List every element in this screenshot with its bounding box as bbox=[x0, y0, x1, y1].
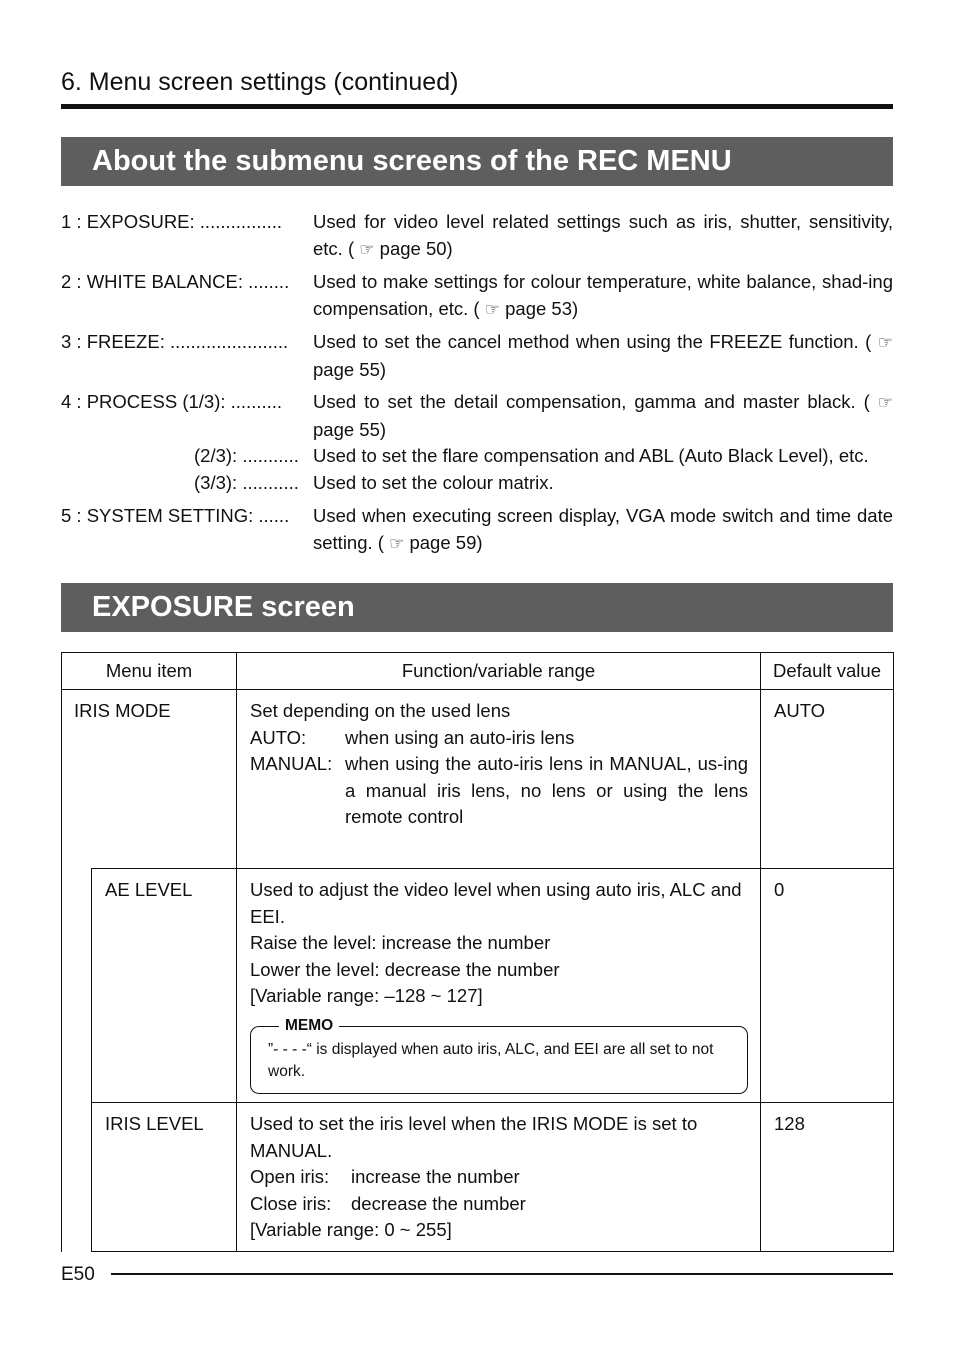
table-row bbox=[62, 869, 894, 1103]
entry-label: (2/3): ........... bbox=[194, 445, 299, 466]
default-ae-level: 0 bbox=[761, 869, 894, 1103]
entry-desc: Used when executing screen display, VGA mode switch and time date setting. ( ☞ page 59) bbox=[313, 505, 893, 553]
entry-desc: Used to set the detail compensation, gamma and master black. ( ☞ page 55) bbox=[313, 391, 893, 440]
rec-entry-white-balance bbox=[61, 269, 893, 323]
pointing-hand-icon: ☞ bbox=[877, 393, 893, 412]
exposure-heading: EXPOSURE screen bbox=[61, 583, 893, 632]
table-header-row bbox=[62, 653, 894, 690]
menu-item-ae-level: AE LEVEL bbox=[92, 869, 237, 1103]
entry-label: 4 : PROCESS (1/3): .......... bbox=[61, 391, 283, 412]
footer-rule bbox=[111, 1273, 893, 1275]
default-iris-mode: AUTO bbox=[761, 690, 894, 869]
rec-menu-heading: About the submenu screens of the REC MENU bbox=[61, 137, 893, 186]
entry-desc: Used to set the flare compensation and ABL (Auto Black Level), etc. bbox=[313, 445, 869, 466]
col-header-function: Function/variable range bbox=[237, 653, 761, 690]
table-row bbox=[62, 690, 894, 869]
entry-label: 2 : WHITE BALANCE: ........ bbox=[61, 271, 290, 292]
function-ae-level: Used to adjust the video level when using auto iris, ALC and EEI. Raise the level: increase the number Lower the level: decrease the number [Variable range: –128 ~ 127] MEMO ”- - - -“ is displayed when auto iris, ALC, and EEI are all set to not work. bbox=[237, 869, 761, 1103]
entry-desc: Used to make settings for colour temperature, white balance, shad-ing compensation, etc. ( ☞ page 53) bbox=[313, 271, 893, 319]
rec-entry-process-1 bbox=[61, 389, 893, 443]
col-header-default: Default value bbox=[761, 653, 894, 690]
pointing-hand-icon: ☞ bbox=[389, 533, 405, 553]
rec-entry-freeze bbox=[61, 329, 893, 383]
function-iris-mode: Set depending on the used lens AUTO: when using an auto-iris lens MANUAL: when using the auto-iris lens in MANUAL, us-ing a manual iris lens, no lens or using the lens remote control bbox=[237, 690, 761, 869]
col-header-menu-item: Menu item bbox=[62, 653, 237, 690]
header-rule bbox=[61, 104, 893, 109]
entry-label: (3/3): ........... bbox=[194, 472, 299, 493]
entry-label: 1 : EXPOSURE: ................ bbox=[61, 211, 283, 232]
memo-text: ”- - - -“ is displayed when auto iris, ALC, and EEI are all set to not work. bbox=[268, 1040, 714, 1080]
exposure-table bbox=[61, 652, 894, 1252]
function-iris-level: Used to set the iris level when the IRIS MODE is set to MANUAL. Open iris: increase the number Close iris: decrease the number [Variable range: 0 ~ 255] bbox=[237, 1103, 761, 1252]
entry-desc: Used for video level related settings such as iris, shutter, sensitivity, etc. ( ☞ page 50) bbox=[313, 211, 893, 259]
indent-spacer bbox=[62, 1103, 92, 1252]
menu-item-iris-mode: IRIS MODE bbox=[62, 690, 237, 869]
rec-entry-exposure bbox=[61, 209, 893, 263]
rec-entry-process-3 bbox=[61, 470, 893, 497]
pointing-hand-icon: ☞ bbox=[484, 299, 500, 319]
entry-label: 5 : SYSTEM SETTING: ...... bbox=[61, 505, 290, 526]
indent-spacer bbox=[62, 869, 92, 1103]
page-section-title: 6. Menu screen settings (continued) bbox=[61, 68, 459, 96]
rec-entry-system-setting bbox=[61, 503, 893, 557]
table-row bbox=[62, 1103, 894, 1252]
memo-title: MEMO bbox=[279, 1016, 339, 1036]
entry-label: 3 : FREEZE: ....................... bbox=[61, 331, 289, 352]
memo-box bbox=[250, 1016, 748, 1094]
pointing-hand-icon: ☞ bbox=[359, 239, 375, 259]
default-iris-level: 128 bbox=[761, 1103, 894, 1252]
entry-desc: Used to set the colour matrix. bbox=[313, 472, 554, 493]
page-number: E50 bbox=[61, 1264, 95, 1285]
entry-desc: Used to set the cancel method when using the FREEZE function. ( ☞ page 55) bbox=[313, 331, 894, 380]
rec-entry-process-2 bbox=[61, 443, 893, 470]
menu-item-iris-level: IRIS LEVEL bbox=[92, 1103, 237, 1252]
pointing-hand-icon: ☞ bbox=[877, 333, 894, 352]
